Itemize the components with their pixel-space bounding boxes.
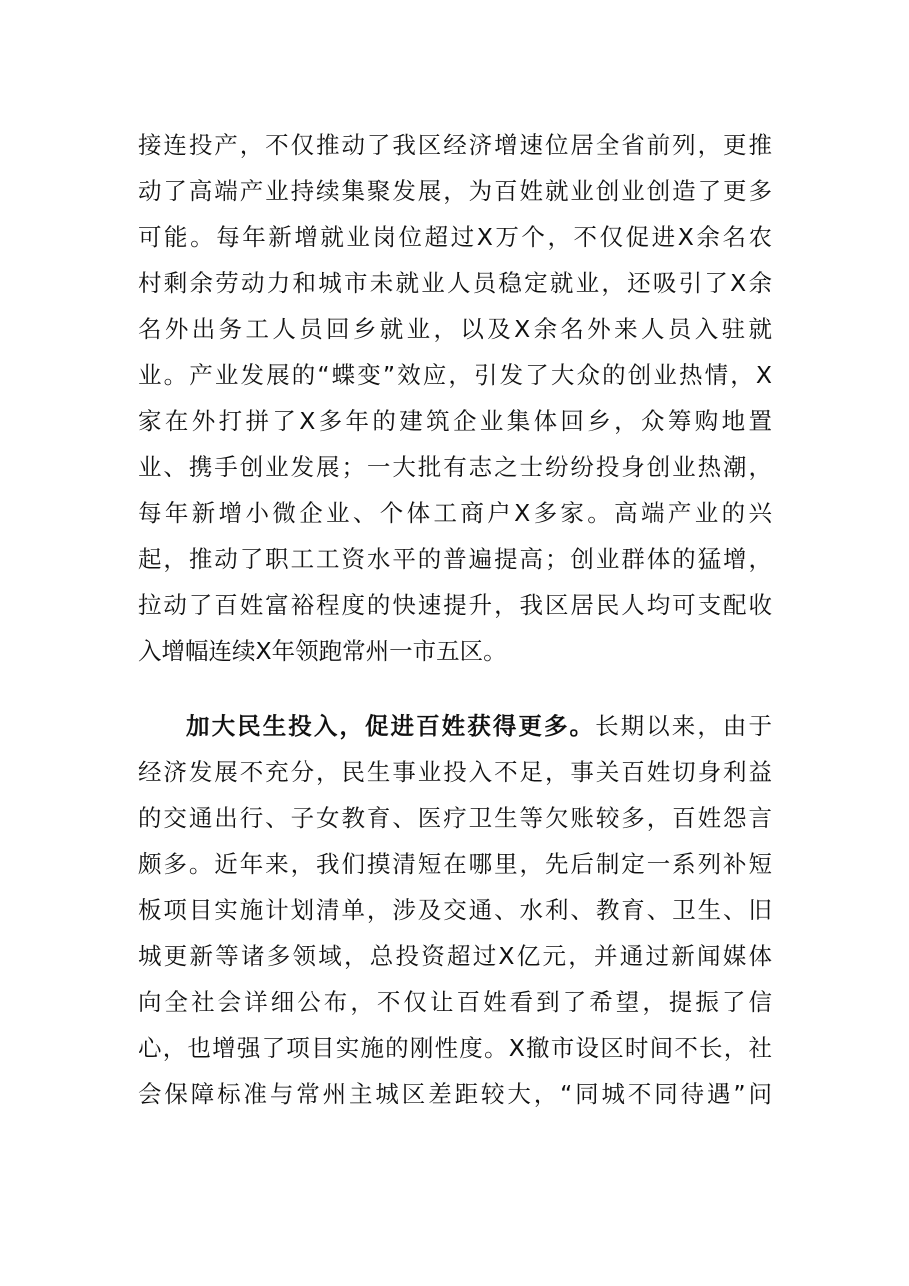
paragraph-1-line: 入增幅连续X年领跑常州一市五区。	[138, 637, 507, 665]
paragraph-2-line: 板项目实施计划清单，涉及交通、水利、教育、卫生、旧	[138, 896, 772, 924]
paragraph-2-line: 经济发展不充分，民生事业投入不足，事关百姓切身利益	[138, 758, 772, 786]
paragraph-1-line: 村剩余劳动力和城市未就业人员稳定就业，还吸引了X余	[138, 269, 772, 297]
paragraph-2-line: 的交通出行、子女教育、医疗卫生等欠账较多，百姓怨言	[138, 804, 772, 832]
paragraph-1-line: 业。产业发展的“蝶变”效应，引发了大众的创业热情，X	[138, 361, 772, 389]
paragraph-2-line: 向全社会详细公布，不仅让百姓看到了希望，提振了信	[138, 988, 772, 1016]
paragraph-2-line: 会保障标准与常州主城区差距较大，“同城不同待遇”问	[138, 1080, 772, 1108]
paragraph-1-line: 可能。每年新增就业岗位超过X万个，不仅促进X余名农	[138, 223, 772, 251]
paragraph-1-line: 每年新增小微企业、个体工商户X多家。高端产业的兴	[138, 499, 772, 527]
paragraph-1-line: 动了高端产业持续集聚发展，为百姓就业创业创造了更多	[138, 177, 772, 205]
paragraph-2-line: 颇多。近年来，我们摸清短在哪里，先后制定一系列补短	[138, 850, 772, 878]
paragraph-1-line: 起，推动了职工工资水平的普遍提高；创业群体的猛增，	[138, 545, 772, 573]
paragraph-1-line: 业、携手创业发展；一大批有志之士纷纷投身创业热潮，	[138, 453, 772, 481]
paragraph-1-line: 家在外打拼了X多年的建筑企业集体回乡，众筹购地置	[138, 407, 772, 435]
paragraph-1-line: 名外出务工人员回乡就业，以及X余名外来人员入驻就	[138, 315, 772, 343]
paragraph-2-first-line-text: 长期以来，由于	[595, 712, 773, 740]
paragraph-2-line: 心，也增强了项目实施的刚性度。X撤市设区时间不长，社	[138, 1034, 772, 1062]
paragraph-1-line: 接连投产，不仅推动了我区经济增速位居全省前列，更推	[138, 131, 772, 159]
paragraph-2-heading: 加大民生投入，促进百姓获得更多。	[186, 712, 596, 740]
paragraph-2-line: 城更新等诸多领域，总投资超过X亿元，并通过新闻媒体	[138, 942, 772, 970]
paragraph-2-first-line	[186, 703, 772, 749]
paragraph-1-line: 拉动了百姓富裕程度的快速提升，我区居民人均可支配收	[138, 591, 772, 619]
